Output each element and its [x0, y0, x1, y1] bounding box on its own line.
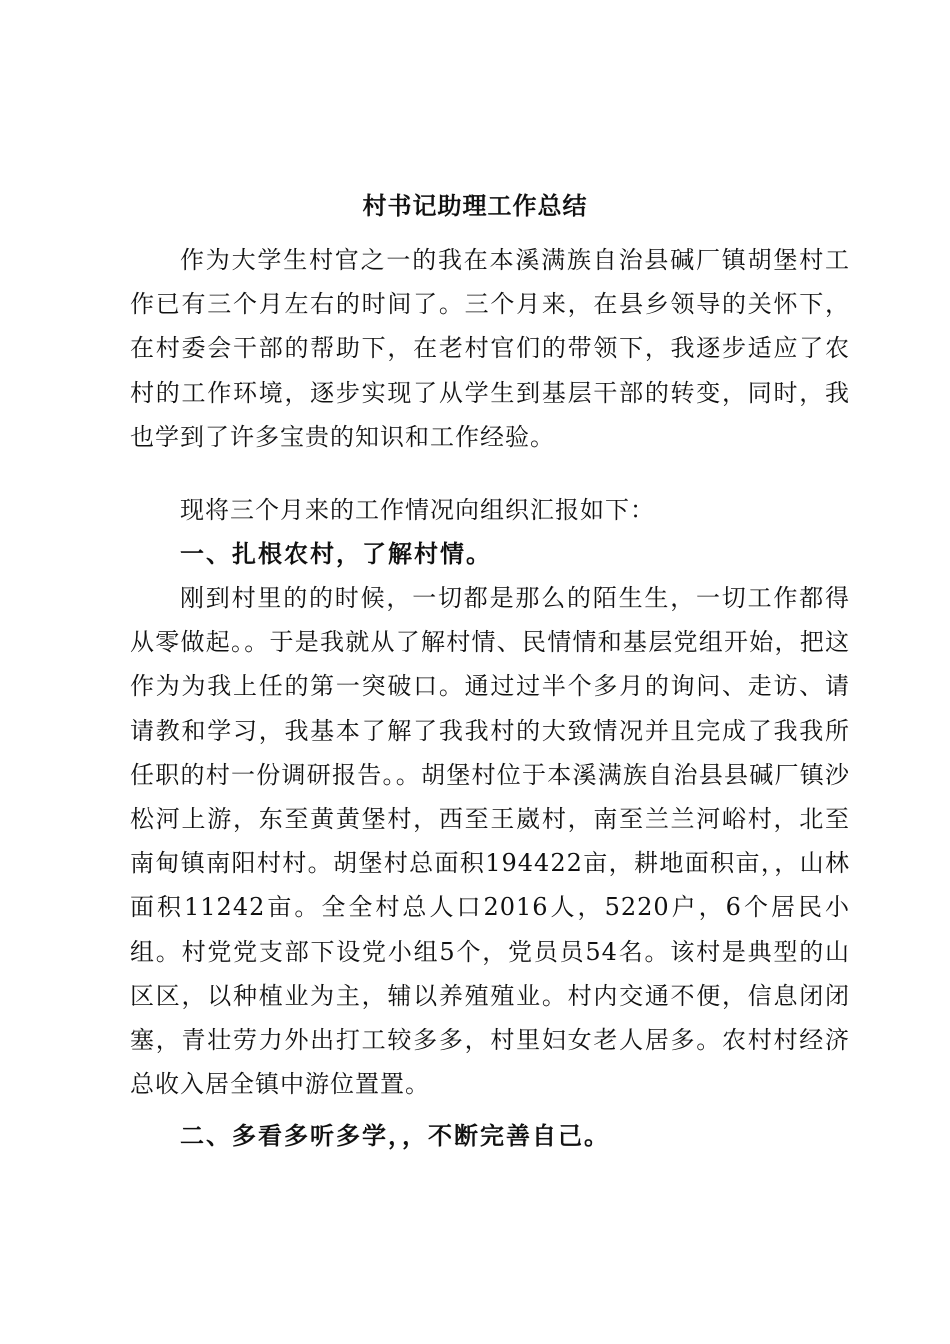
paragraph-village-info-text: 刚到村里的的时候，一切都是那么的陌生生，一切工作都得从零做起。。于是我就从了解村情、民情情和基层党组开始，把这作为为我上任的第一突破口。通过过半个多月的询问、走访、请请教和学习，我基本了解了我我村的大致情况并且完成了我我所任职的村一份调研报告。。胡堡村位于本溪满族自治县县碱厂镇沙松河上游，东至黄黄堡村，西至王崴村，南至兰兰河峪村，北至南甸镇南阳村村。胡堡村总面积194422亩，耕地面积亩，，山林面积11242亩。全全村总人口2016人，5220户，6个居民小组。村党党支部下设党小组5个，党员员54名。该村是典型的山区区，以种植业为主，辅以养殖殖业。村内交通不便，信息闭闭塞，青壮劳力外出打工较多多，村里妇女老人居多。农村村经济总收入居全镇中游位置置。 [130, 584, 850, 1099]
paragraph-village-info [130, 576, 850, 1106]
document-title: 村书记助理工作总结 [362, 191, 588, 220]
paragraph-report-lead-text: 现将三个月来的工作情况向组织汇报如下： [180, 496, 655, 524]
paragraph-intro-text: 作为大学生村官之一的我在本溪满族自治县碱厂镇胡堡村工作已有三个月左右的时间了。三个月来，在县乡领导的关怀下，在村委会干部的帮助下，在老村官们的带领下，我逐步适应了农村的工作环境，逐步实现了从学生到基层干部的转变，同时，我也学到了许多宝贵的知识和工作经验。 [130, 246, 850, 451]
paragraph-report-lead [130, 488, 850, 532]
paragraph-intro [130, 238, 850, 459]
section-heading-2: 二、多看多听多学，，不断完善自己。 [180, 1121, 610, 1150]
section-heading-1: 一、扎根农村，了解村情。 [180, 539, 492, 568]
